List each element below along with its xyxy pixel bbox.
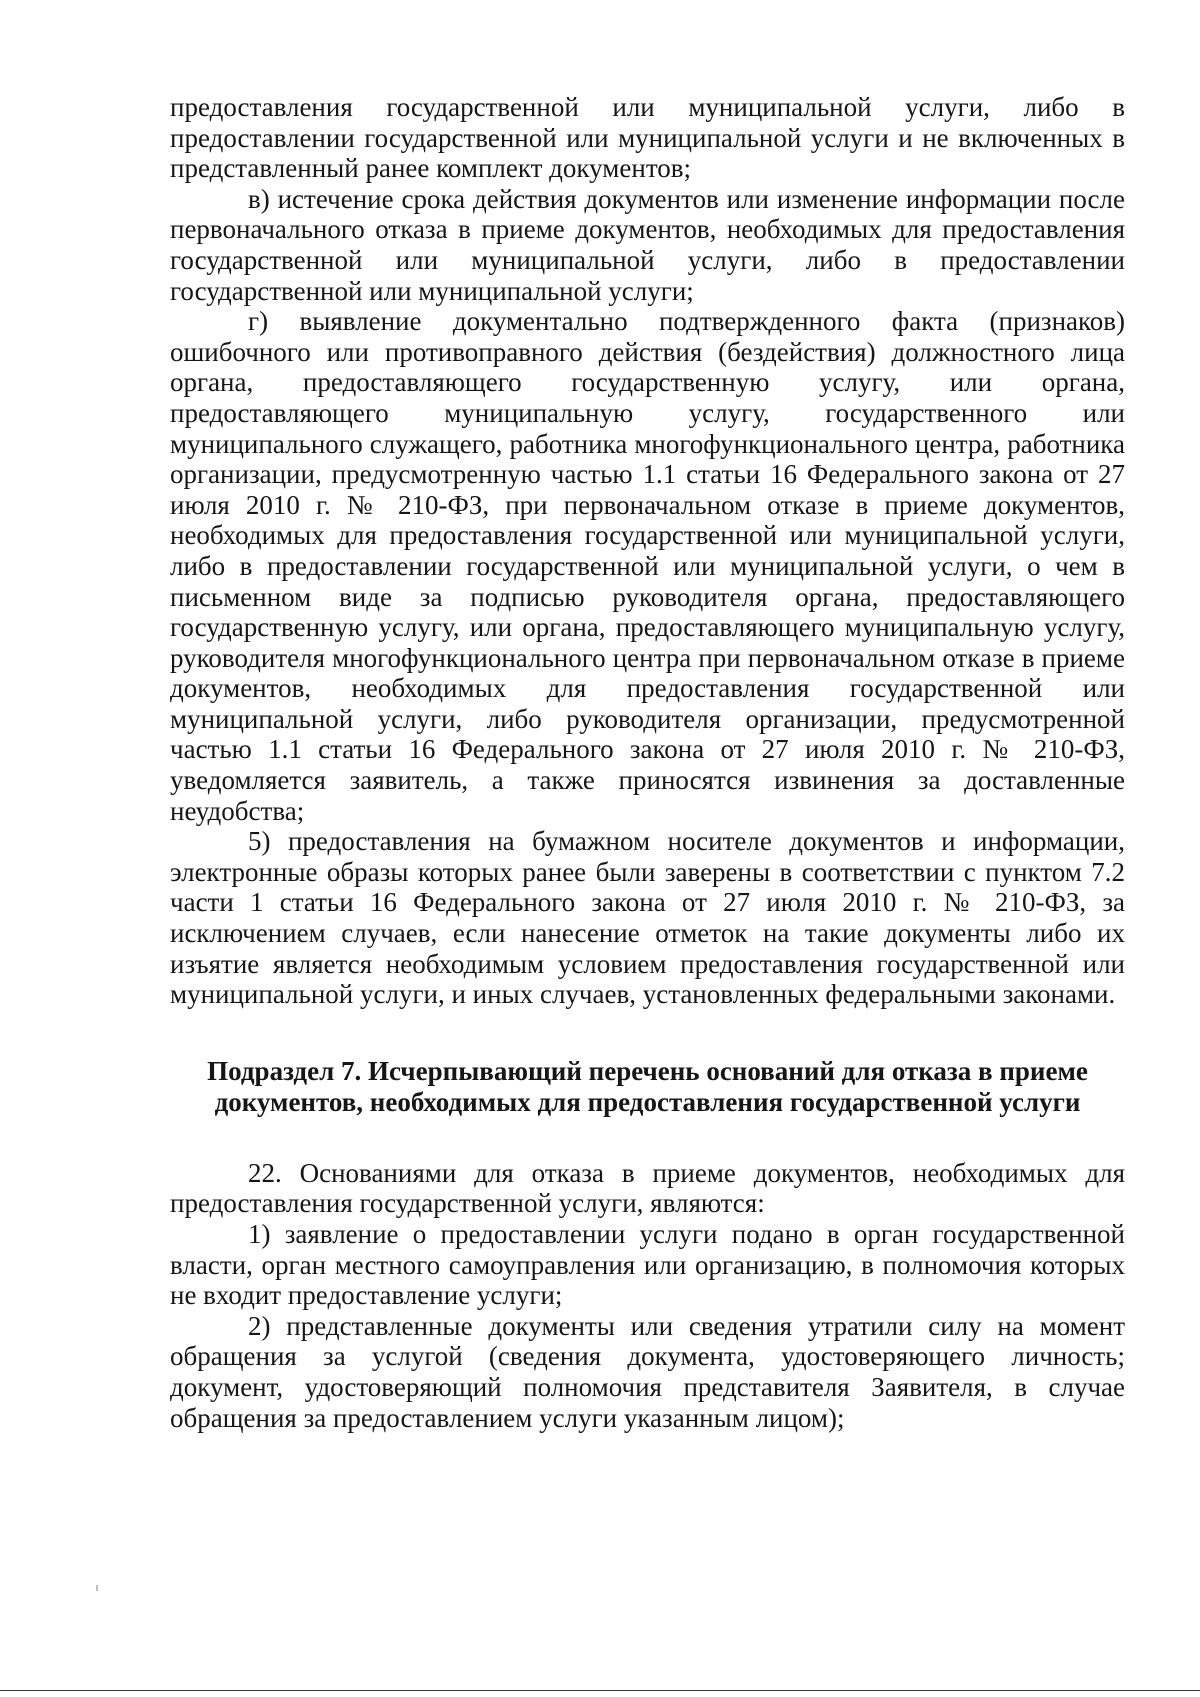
paragraph-continuation: предоставления государственной или муниципальной услуги, либо в предоставлении государственной или муниципальной услуги и не включенных в представленный ранее комплект документов; xyxy=(170,92,1125,184)
document-page xyxy=(170,92,1125,1433)
section-heading-line-2: документов, необходимых для предоставления государственной услуги xyxy=(214,1086,1081,1117)
paragraph-clause-22: 22. Основаниями для отказа в приеме документов, необходимых для предоставления государственной услуги, являются: xyxy=(170,1157,1125,1219)
paragraph-item-g: г) выявление документально подтвержденного факта (признаков) ошибочного или противоправного действия (бездействия) должностного лица органа, предоставляющего государственную услугу, или органа, предоставляющего муниципальную услугу, государственного или муниципального служащего, работника многофункционального центра, работника организации, предусмотренную частью 1.1 статьи 16 Федерального закона от 27 июля 2010 г. № 210-ФЗ, при первоначальном отказе в приеме документов, необходимых для предоставления государственной или муниципальной услуги, либо в предоставлении государственной или муниципальной услуги, о чем в письменном виде за подписью руководителя органа, предоставляющего государственную услугу, или органа, предоставляющего муниципальную услугу, руководителя многофункционального центра при первоначальном отказе в приеме документов, необходимых для предоставления государственной или муниципальной услуги, либо руководителя организации, предусмотренной частью 1.1 статьи 16 Федерального закона от 27 июля 2010 г. № 210-ФЗ, уведомляется заявитель, а также приносятся извинения за доставленные неудобства; xyxy=(170,306,1125,826)
scan-bottom-edge xyxy=(0,1690,1200,1691)
paragraph-clause-22-item-2: 2) представленные документы или сведения утратили силу на момент обращения за услугой (сведения документа, удостоверяющего личность; документ, удостоверяющий полномочия представителя Заявителя, в случае обращения за предоставлением услуги указанным лицом); xyxy=(170,1310,1125,1433)
section-heading xyxy=(170,1056,1125,1118)
scan-speck xyxy=(96,1585,98,1591)
paragraph-clause-22-item-1: 1) заявление о предоставлении услуги подано в орган государственной власти, орган местного самоуправления или организацию, в полномочия которых не входит предоставление услуги; xyxy=(170,1219,1125,1311)
paragraph-item-5: 5) предоставления на бумажном носителе документов и информации, электронные образы которых ранее были заверены в соответствии с пунктом 7.2 части 1 статьи 16 Федерального закона от 27 июля 2010 г. № 210-ФЗ, за исключением случаев, если нанесение отметок на такие документы либо их изъятие является необходимым условием предоставления государственной или муниципальной услуги, и иных случаев, установленных федеральными законами. xyxy=(170,826,1125,1010)
paragraph-item-v: в) истечение срока действия документов или изменение информации после первоначального отказа в приеме документов, необходимых для предоставления государственной или муниципальной услуги, либо в предоставлении государственной или муниципальной услуги; xyxy=(170,183,1125,306)
section-heading-line-1: Подраздел 7. Исчерпывающий перечень оснований для отказа в приеме xyxy=(207,1055,1088,1086)
